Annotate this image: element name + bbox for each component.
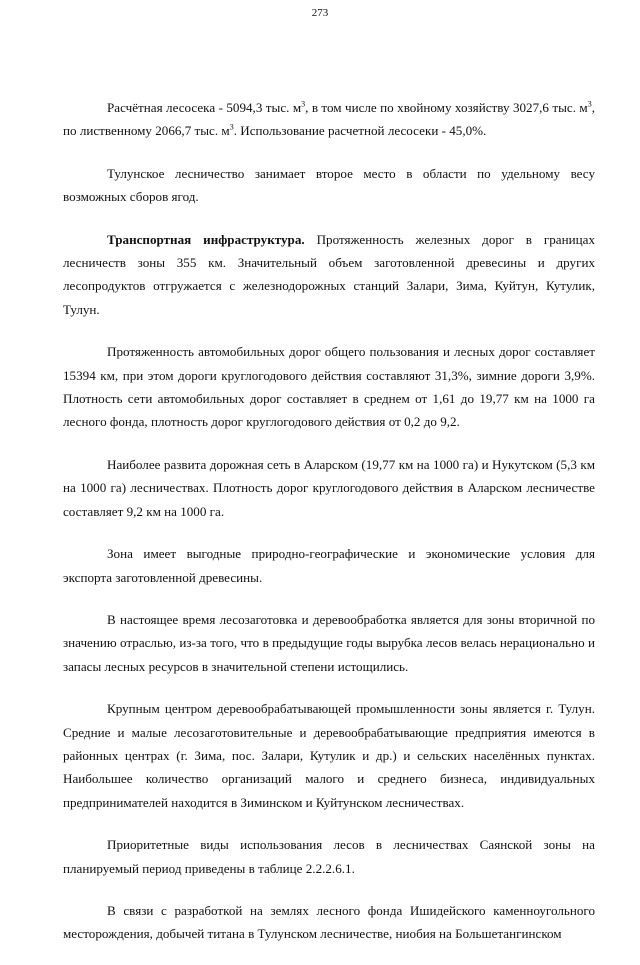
paragraph-p7 xyxy=(63,608,595,678)
text-segment: Расчётная лесосека - 5094,3 тыс. м xyxy=(107,100,302,115)
text-segment: Приоритетные виды использования лесов в лесничествах Саянской зоны на планируемый период приведены в таблице 2.2.2.6.1. xyxy=(63,837,595,876)
paragraph-p10 xyxy=(63,899,595,946)
text-segment: Зона имеет выгодные природно-географические и экономические условия для экспорта заготовленной древесины. xyxy=(63,546,595,585)
text-segment: Тулунское лесничество занимает второе место в области по удельному весу возможных сборов ягод. xyxy=(63,165,595,205)
text-segment: В связи с разработкой на землях лесного фонда Ишидейского каменноугольного месторождения, добычей титана в Тулунском лесничестве, ниобия на Большетангинском xyxy=(63,902,595,942)
superscript: 3 xyxy=(587,99,592,109)
paragraph-p5 xyxy=(63,453,595,523)
text-segment: , по лиственному 2066,7 тыс. м xyxy=(63,100,595,139)
text-segment: , в том числе по хвойному хозяйству 3027,6 тыс. м xyxy=(305,100,588,115)
text-segment: Протяженность автомобильных дорог общего пользования и лесных дорог составляет 15394 км, при этом дороги круглогодового действия составляют 31,3%, зимние дороги 3,9%. Плотность сети автомобильных дорог составляет в среднем от 1,61 до 19,77 км на 1000 га лесного фонда, плотность дорог круглогодового действия от 0,2 до 9,2. xyxy=(63,344,595,430)
text-segment: Протяженность железных дорог в границах лесничеств зоны 355 км. Значительный объем заготовленной древесины и других лесопродуктов отгружается с железнодорожных станций Залари, Зима, Куйтун, Кутулик, Тулун. xyxy=(63,231,595,317)
paragraph-p9 xyxy=(63,833,595,880)
paragraph-p2 xyxy=(63,162,595,209)
paragraph-p6 xyxy=(63,542,595,589)
superscript: 3 xyxy=(229,123,234,133)
paragraph-p4 xyxy=(63,340,595,434)
superscript: 3 xyxy=(301,99,306,109)
text-segment: В настоящее время лесозаготовка и деревообработка является для зоны вторичной по значению отраслью, из-за того, что в предыдущие годы вырубка лесов велась нерационально и запасы лесных ресурсов в значительной степени истощились. xyxy=(63,611,595,674)
paragraph-p8 xyxy=(63,697,595,814)
text-segment: Крупным центром деревообрабатывающей промышленности зоны является г. Тулун. Средние и малые лесозаготовительные и деревообрабатывающие предприятия имеются в районных центрах (г. Зима, пос. Залари, Кутулик и др.) и сельских населённых пунктах. Наибольшее количество организаций малого и среднего бизнеса, индивидуальных предпринимателей находится в Зиминском и Куйтунском лесничествах. xyxy=(63,701,595,810)
text-segment: Наиболее развита дорожная сеть в Аларском (19,77 км на 1000 га) и Нукутском (5,3 км на 1000 га) лесничествах. Плотность дорог круглогодового действия в Аларском лесничестве составляет 9,2 км на 1000 га. xyxy=(63,456,595,519)
paragraph-p1 xyxy=(63,96,595,143)
text-segment: . Использование расчетной лесосеки - 45,0%. xyxy=(233,123,487,139)
paragraph-p3 xyxy=(63,228,595,322)
document-body xyxy=(63,96,595,965)
page-number: 273 xyxy=(311,7,329,19)
bold-heading: Транспортная инфраструктура. xyxy=(107,231,305,247)
